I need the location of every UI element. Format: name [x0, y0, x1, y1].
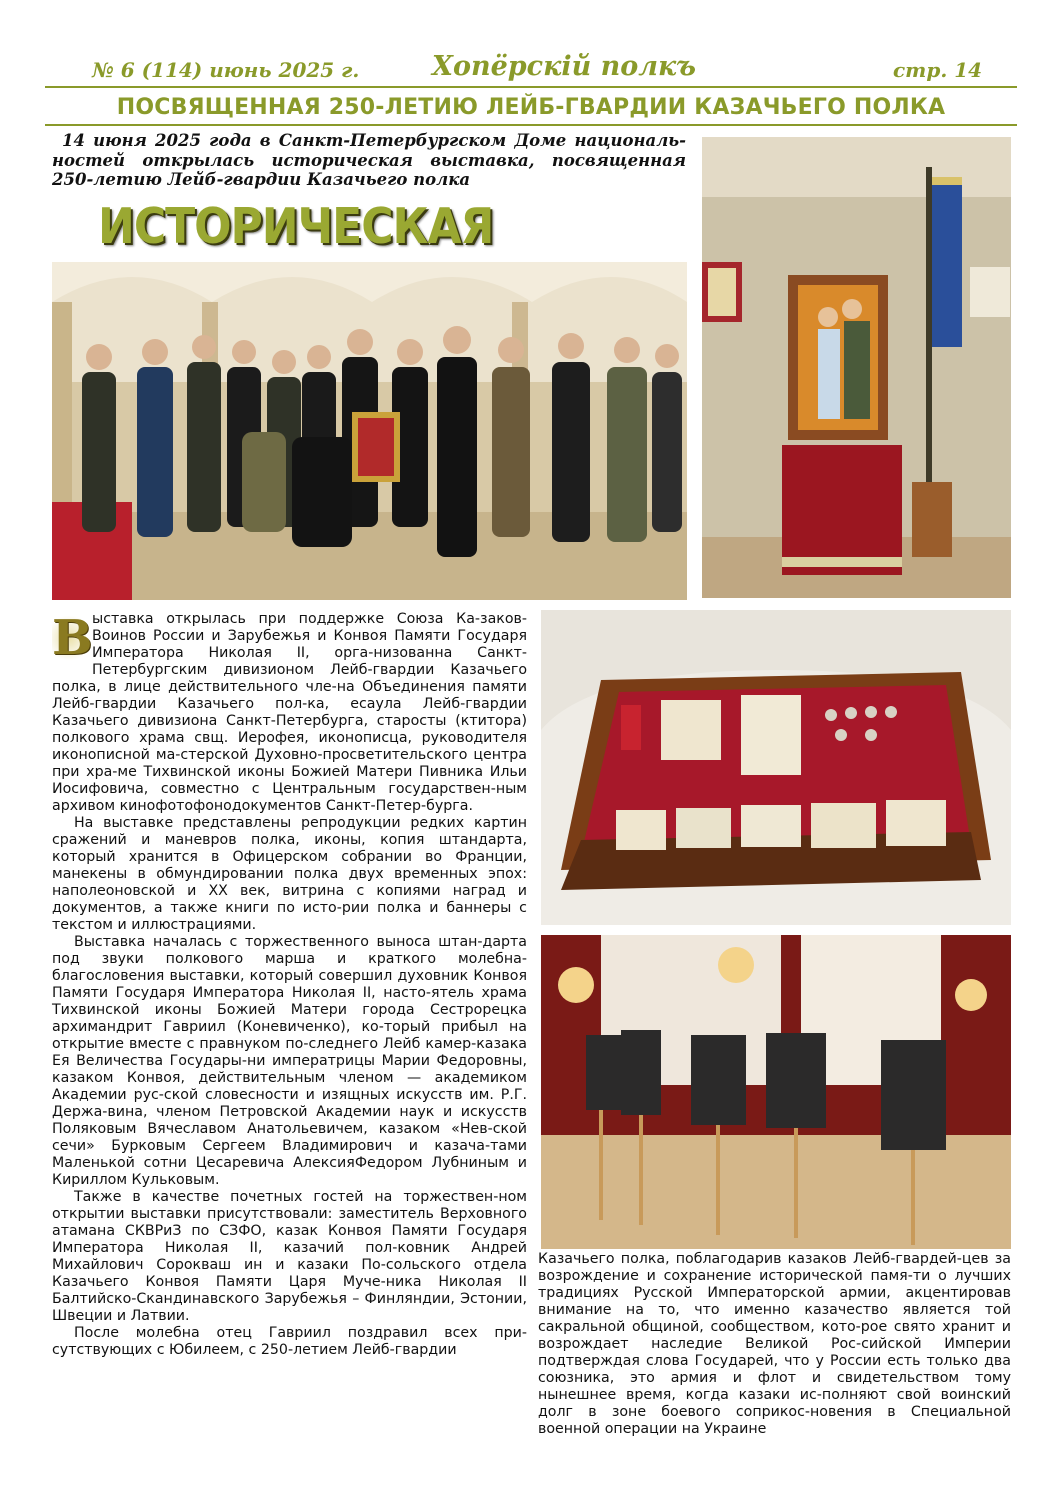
paragraph: После молебна отец Гавриил поздравил всех при-сутствующих с Юбилеем, с 250-летием Лейб-гвардии — [52, 1325, 527, 1358]
display-case-photo — [541, 610, 1011, 925]
page-number: стр. 14 — [893, 58, 983, 82]
article-title: ИСТОРИЧЕСКАЯ — [98, 198, 494, 256]
article-body-column-1 — [52, 611, 527, 1359]
group-photo — [52, 262, 687, 600]
newspaper-name: Хопёрскiй полкъ — [432, 51, 696, 82]
section-rule — [45, 124, 1017, 126]
article-lead: 14 июня 2025 года в Санкт-Петербургском Доме националь-ностей открылась историческая выставка, посвященная 250-летию Лейб-гвардии Казачьего полка — [52, 131, 686, 189]
section-title: ПОСВЯЩЕННАЯ 250-ЛЕТИЮ ЛЕЙБ-ГВАРДИИ КАЗАЧЬЕГО ПОЛКА — [116, 95, 946, 120]
article-body-column-2 — [538, 1251, 1011, 1438]
paragraph: Казачьего полка, поблагодарив казаков Лейб-гвардей-цев за возрождение и сохранение исторической памя-ти о лучших традициях Русской Императорской армии, акцентировав внимание на то, что именно казачество является той сакральной общиной, сообществом, кото-рое свято хранит и возрождает наследие Великой Рос-сийской Империи подтверждая слова Государей, что у России есть только два союзника, это армия и флот и свидетельством тому нынешнее время, когда казаки ис-полняют свой воинский долг в зоне боевого соприкос-новения в Специальной военной операции на Украине — [538, 1251, 1011, 1437]
header-rule — [45, 86, 1017, 88]
icon-banner-photo — [702, 137, 1011, 598]
drop-cap: В — [52, 610, 93, 666]
paragraph: В ыставка открылась при поддержке Союза Ка-заков-Воинов России и Зарубежья и Конвоя Памяти Государя Императора Николая II, орга-низованна Санкт-Петербургским дивизионом Лейб-гвардии Казачьего полка, в лице действительного чле-на Объединения памяти Лейб-гвардии Казачьего пол-ка, есаула Лейб-гвардии Казачьего дивизиона Санкт-Петербурга, старосты (ктитора) полкового храма свщ. Иерофея, иконописца, руководителя иконописной ма-стерской Духовно-просветительского центра при хра-ме Тихвинской иконы Божией Матери Пивника Ильи Иосифовича, совместно с Центральным государствен-ным архивом кинофотофонодокументов Санкт-Петер-бурга. — [52, 610, 527, 814]
paragraph: На выставке представлены репродукции редких картин сражений и маневров полка, иконы, копия штандарта, который хранится в Офицерском собрании во Франции, манекены в обмундировании полка двух временных эпох: наполеоновской и XX век, витрина с копиями наград и документов, а также книги по исто-рии полка и баннеры с текстом и иллюстрациями. — [52, 815, 527, 933]
issue-number: № 6 (114) июнь 2025 г. — [92, 58, 360, 82]
paragraph: Выставка началась с торжественного выноса штан-дарта под звуки полкового марша и краткого молебна-благословения выставки, который совершил духовник Конвоя Памяти Государя Императора Николая II, насто-ятель храма Тихвинской иконы Божией Матери города Сестрорецка архимандрит Гавриил (Коневиченко), ко-торый прибыл на открытие вместе с правнуком по-следнего Лейб камер-казака Ея Величества Государы-ни императрицы Марии Федоровны, казаком Конвоя, действительным членом — академиком Академии рус-ской словесности и изящных искусств им. Р.Г. Держа-вина, членом Петровской Академии наук и искусств Поляковым Вячеславом Анатольевичем, казаком «Нев-ской сечи» Бурковым Сергеем Владимирович и казача-тами Маленькой сотни Цесаревича АлексияФедором Лубниным и Кириллом Кульковым. — [52, 934, 527, 1188]
easels-photo — [541, 935, 1011, 1249]
paragraph: Также в качестве почетных гостей на торжествен-ном открытии выставки присутствовали: заместитель Верховного атамана СКВРиЗ по СЗФО, казак Конвоя Памяти Государя Императора Николая II, казачий пол-ковник Андрей Михайлович Сорокваш ин и казаки По-сольского отдела Казачьего Конвоя Памяти Царя Муче-ника Николая II Балтийско-Скандинавского Зарубежья – Финляндии, Эстонии, Швеции и Латвии. — [52, 1189, 527, 1324]
